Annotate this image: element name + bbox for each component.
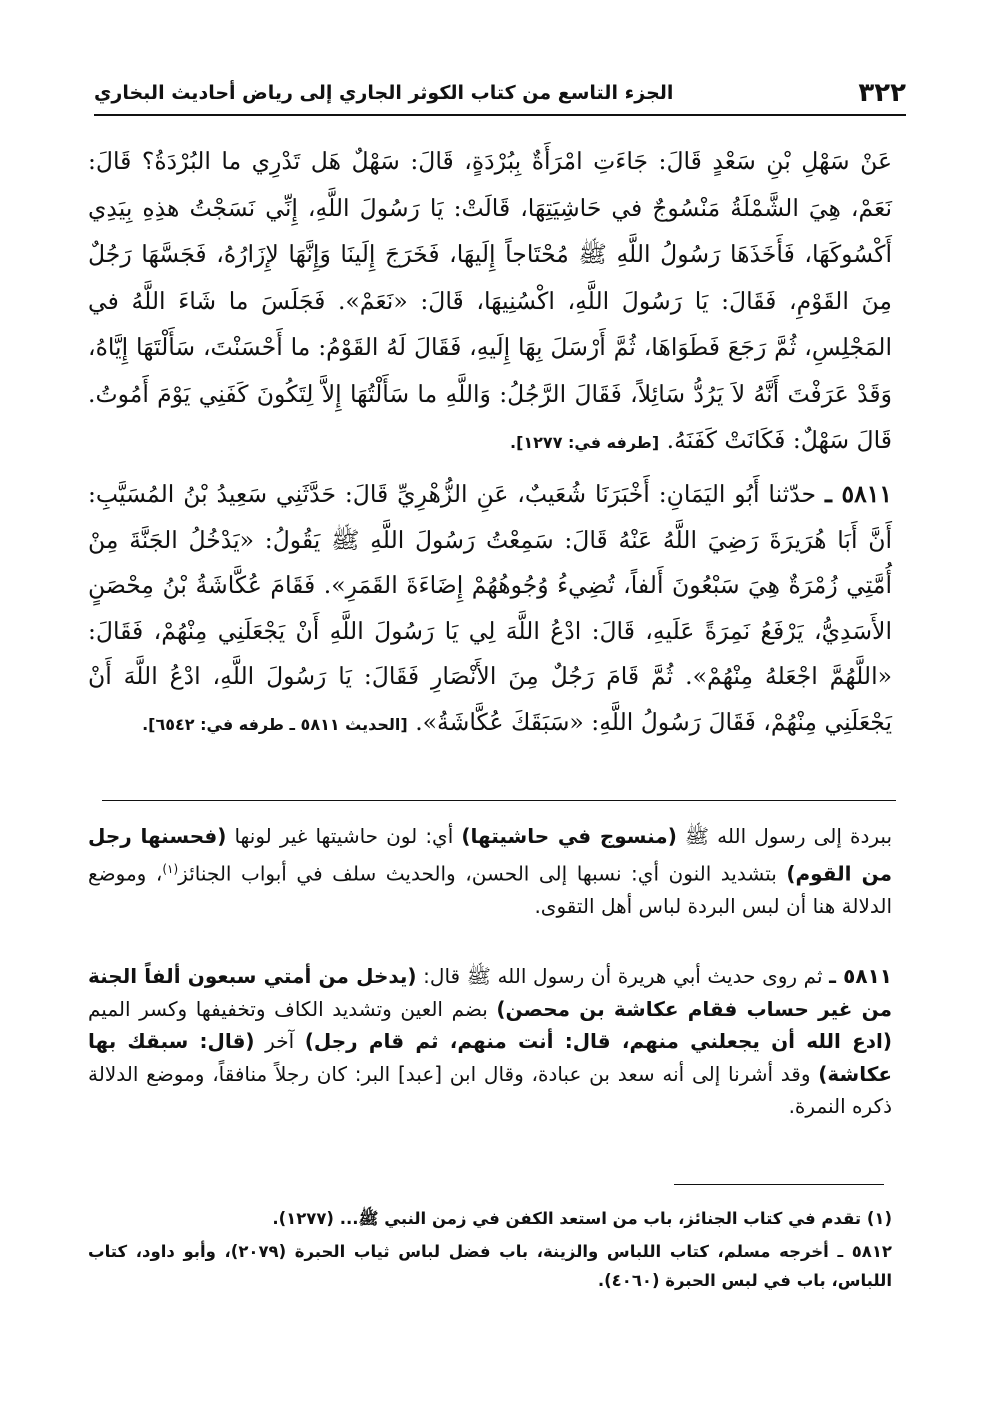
footnote-5812: ٥٨١٢ ـ أخرجه مسلم، كتاب اللباس والزينة، باب فضل لباس ثياب الحبرة (٢٠٧٩)، وأبو داود، كتاب اللباس، باب في لبس الحبرة (٤٠٦٠).: [88, 1242, 892, 1290]
commentary-text: ، وموضع الدلالة هنا أن لبس البردة لباس أهل التقوى.: [88, 861, 892, 918]
commentary-text: وقد أشرنا إلى أنه سعد بن عبادة، وقال ابن [عبد] البر: كان رجلاً منافقاً، وموضع الدلالة ذكره النمرة.: [88, 1061, 892, 1118]
hadith-5810: [88, 138, 892, 467]
hadith-5811-text: حدّثنا أَبُو اليَمَانِ: أَخْبَرَنَا شُعَيبٌ، عَنِ الزُّهْرِيِّ قَالَ: حَدَّثَنِي سَعِيدُ بْنُ المُسَيَّبِ: أَنَّ أَبَا هُرَيرَةَ رَضِيَ اللَّهُ عَنْهُ قَالَ: سَمِعْتُ رَسُولَ اللَّهِ ﷺ يَقُولُ: «يَدْخُلُ الجَنَّةَ مِنْ أُمَّتِي زُمْرَةٌ هِيَ سَبْعُونَ أَلفاً، تُضِيءُ وُجُوهُهُمْ إِضَاءَةَ القَمَرِ». فَقَامَ عُكَّاشَةُ بْنُ مِحْصَنٍ الأَسَدِيُّ، يَرْفَعُ نَمِرَةً عَلَيهِ، قَالَ: ادْعُ اللَّهَ لِي يَا رَسُولَ اللَّهِ أَنْ يَجْعَلَنِي مِنْهُمْ، فَقَالَ: «اللَّهُمَّ اجْعَلهُ مِنْهُمْ». ثُمَّ قَامَ رَجُلٌ مِنَ الأَنْصَارِ فَقَالَ: يَا رَسُولَ اللَّهِ، ادْعُ اللَّهَ أَنْ يَجْعَلَنِي مِنْهُمْ، فَقَالَ رَسُولُ اللَّهِ: «سَبَقَكَ عُكَّاشَةُ».: [88, 480, 892, 736]
commentary-quote: (يدخل من أمتي سبعون ألفاً الجنة من غير حساب فقام عكاشة بن محصن): [88, 964, 892, 1021]
commentary-quote: (ادع الله أن يجعلني منهم، قال: أنت منهم، ثم قام رجل): [304, 1029, 892, 1053]
hadith-5811-number: ٥٨١١ ـ: [824, 480, 892, 508]
commentary-quote: (فحسنها رجل من القوم): [88, 824, 892, 886]
commentary-text: ثم روى حديث أبي هريرة أن رسول الله ﷺ قال:: [416, 964, 830, 988]
hadith-5811-reference: [الحديث ٥٨١١ ـ طرفه في: ٦٥٤٢].: [142, 714, 408, 734]
hadith-5810-reference: [طرفه في: ١٢٧٧].: [510, 433, 660, 452]
hadith-5810-text: عَنْ سَهْلِ بْنِ سَعْدٍ قَالَ: جَاءَتِ امْرَأَةٌ بِبُرْدَةٍ، قَالَ: سَهْلٌ هَل تَدْرِي ما البُرْدَةُ؟ قَالَ: نَعَمْ، هِيَ الشَّمْلَةُ مَنْسُوجٌ في حَاشِيَتِهَا، قَالَتْ: يَا رَسُولَ اللَّهِ، إِنِّي نَسَجْتُ هذِهِ بِيَدِي أَكْسُوكَهَا، فَأَخَذَهَا رَسُولُ اللَّهِ ﷺ مُحْتَاجاً إِلَيهَا، فَخَرَجَ إِلَينَا وَإِنَّهَا لإِزَارُهُ، فَجَسَّهَا رَجُلٌ مِنَ القَوْمِ، فَقَالَ: يَا رَسُولَ اللَّهِ، اكْسُنِيهَا، قَالَ: «نَعَمْ». فَجَلَسَ ما شَاءَ اللَّهُ في المَجْلِسِ، ثُمَّ رَجَعَ فَطَوَاهَا، ثُمَّ أَرْسَلَ بِهَا إِلَيهِ، فَقَالَ لَهُ القَوْمُ: ما أَحْسَنْتَ، سَأَلْتَهَا إِيَّاهُ، وَقَدْ عَرَفْتَ أَنَّهُ لاَ يَرُدُّ سَائِلاً، فَقَالَ الرَّجُلُ: وَاللَّهِ ما سَأَلْتُهَا إِلاَّ لِتَكُونَ كَفَنِي يَوْمَ أَمُوتُ. قَالَ سَهْلٌ: فَكَانَتْ كَفَنَهُ.: [88, 147, 892, 454]
commentary-text: أي: لون حاشيتها غير لونها: [226, 824, 462, 848]
page-header: [94, 72, 906, 116]
footnote-separator: [674, 1184, 884, 1185]
footnote-1: (١) تقدم في كتاب الجنائز، باب من استعد الكفن في زمن النبي ﷺ... (١٢٧٧).: [272, 1209, 892, 1228]
commentary-quote: (منسوج في حاشيتها): [461, 824, 677, 848]
commentary-separator: [102, 800, 896, 801]
commentary-text: آخر: [254, 1029, 305, 1053]
footnote-marker: (١): [162, 861, 179, 876]
page-number: ٣٢٢: [858, 78, 906, 108]
commentary-text: بضم العين وتشديد الكاف وتخفيفها وكسر الميم: [88, 996, 497, 1021]
commentary-5810: [88, 820, 892, 922]
commentary-text: ببردة إلى رسول الله ﷺ: [676, 824, 893, 848]
commentary-5811: [88, 960, 892, 1123]
commentary-quote: (قال: سبقك بها عكاشة): [88, 1029, 892, 1086]
running-title: الجزء التاسع من كتاب الكوثر الجاري إلى رياض أحاديث البخاري: [94, 82, 674, 104]
commentary-number: ٥٨١١ ـ: [829, 964, 892, 988]
commentary-text: بتشديد النون أي: نسبها إلى الحسن، والحديث سلف في أبواب الجنائز: [178, 861, 787, 886]
hadith-5811: [88, 472, 892, 747]
